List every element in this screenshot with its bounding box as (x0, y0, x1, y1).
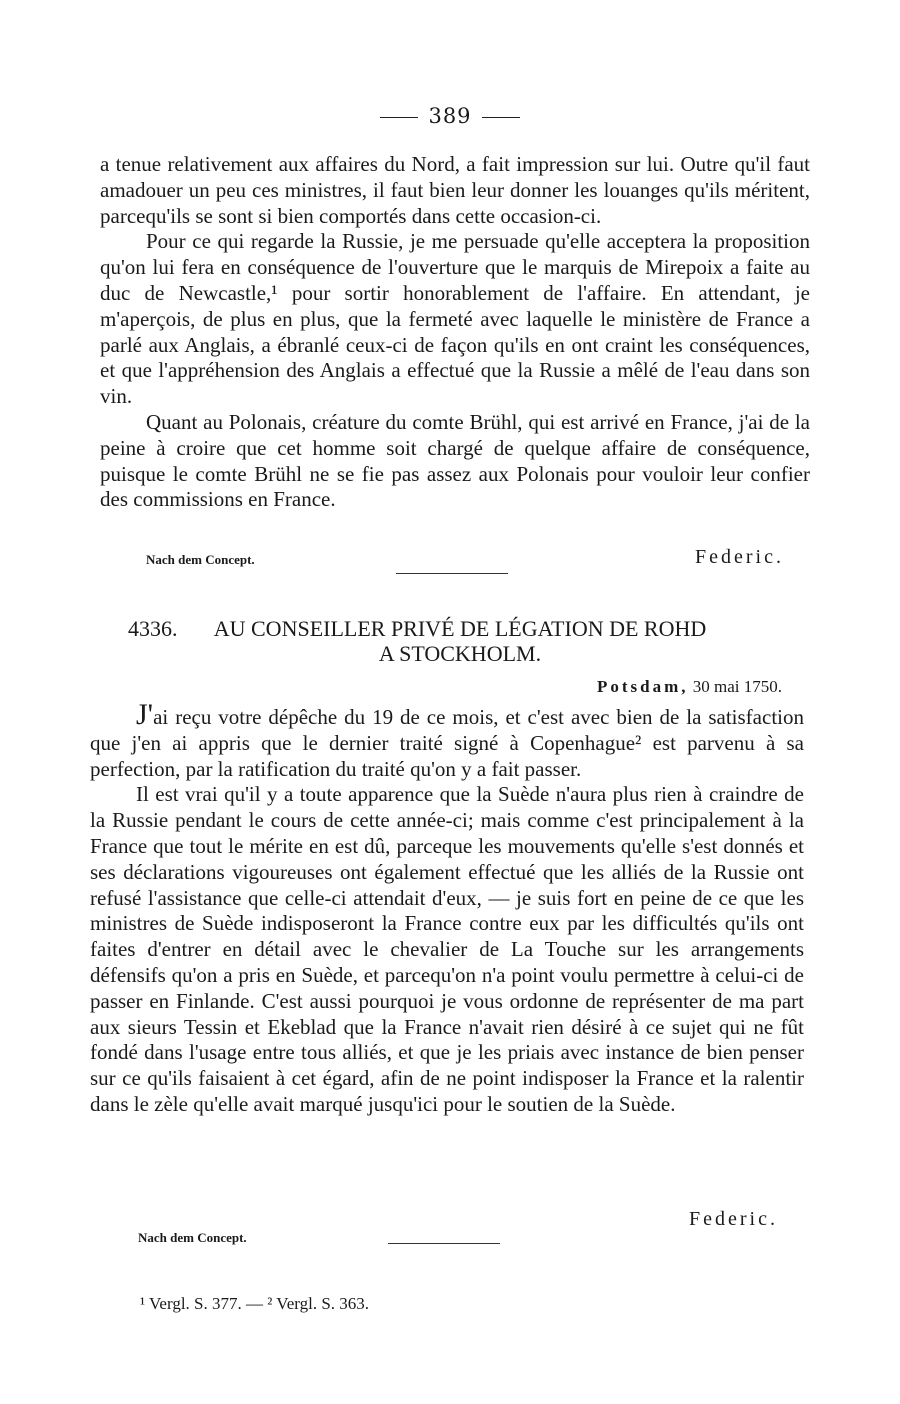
paragraph: a tenue relativement aux affaires du Nord, a fait impression sur lui. Outre qu'il faut amadouer un peu ces ministres, il faut bien leur donner les louanges qu'ils méritent, parcequ'ils se sont si bien comportés dans cette occasion-ci. (100, 152, 810, 228)
signature: Federic. (689, 1208, 778, 1230)
footnotes: ¹ Vergl. S. 377. — ² Vergl. S. 363. (140, 1294, 370, 1313)
letter-dateline (597, 677, 782, 697)
paragraph: J'ai reçu votre dépêche du 19 de ce mois, et c'est avec bien de la satisfaction que j'en ai appris que le dernier traité signé à Copenhague² est parvenu à sa perfection, par la ratification du traité qu'on y a fait passer. (90, 698, 804, 781)
letter-title-line1: AU CONSEILLER PRIVÉ DE LÉGATION DE ROHD (213, 616, 707, 641)
paragraph: Il est vrai qu'il y a toute apparence que la Suède n'aura plus rien à craindre de la Russie pendant le cours de cette année-ci; mais comme c'est principalement à la France que tout le mérite en est dû, parceque les mouvements qu'elle s'est donnés et ses déclarations vigoureuses ont également effectué que les alliés de la Russie ont refusé l'assistance que celle-ci attendait d'eux, — je suis fort en peine de ce que les ministres de Suède indisposeront la France contre eux par les difficultés qu'ils ont faites d'entrer en détail avec le chevalier de La Touche sur les arrangements défensifs qu'on a pris en Suède, et parcequ'on n'a point voulu permettre à celui-ci de passer en Finlande. C'est aussi pourquoi je vous ordonne de représenter de ma part aux sieurs Tessin et Ekeblad que la France n'avait rien désiré à ce sujet qui ne fût fondé dans l'usage entre tous alliés, et que je les priais avec instance de bien penser sur ce qu'ils faisaient à cet égard, afin de ne point indisposer la France et la ralentir dans le zèle qu'elle avait marqué jusqu'ici pour le soutien de la Suède. (90, 782, 804, 1116)
letter-title-line2: A STOCKHOLM. (378, 641, 542, 666)
source-note: Nach dem Concept. (146, 552, 255, 567)
signature: Federic. (695, 546, 784, 568)
header-dash-left (380, 117, 418, 118)
letter-place: Potsdam, (596, 677, 689, 696)
letter-heading (100, 616, 820, 666)
paragraph: Quant au Polonais, créature du comte Brühl, qui est arrivé en France, j'ai de la peine à croire que cet homme soit chargé de quelque affaire de conséquence, puisque le comte Brühl ne se fie pas assez aux Polonais pour vouloir leur confier des commissions en France. (100, 409, 810, 512)
previous-letter-body (100, 152, 810, 513)
source-note: Nach dem Concept. (138, 1230, 247, 1245)
section-divider (396, 573, 508, 574)
letter-body (90, 698, 804, 1118)
letter-closing (90, 1208, 778, 1245)
letter-date: 30 mai 1750. (692, 677, 782, 696)
previous-letter-closing (100, 546, 784, 572)
paragraph: Pour ce qui regarde la Russie, je me persuade qu'elle acceptera la proposition qu'on lui fera en conséquence de l'ouverture que le marquis de Mirepoix a faite au duc de Newcastle,¹ pour sortir honorablement de l'affaire. En attendant, je m'aperçois, de plus en plus, que la fermeté avec laquelle le ministère de France a parlé aux Anglais, a ébranlé ceux-ci de façon qu'ils en ont craint les conséquences, et que l'appréhension des Anglais a effectué que la Russie a mêlé de l'eau dans son vin. (100, 229, 810, 409)
letter-number: 4336. (128, 616, 178, 641)
section-divider (388, 1243, 500, 1244)
header-dash-right (482, 117, 520, 118)
page-header (0, 104, 900, 128)
page-number: 389 (428, 104, 472, 128)
